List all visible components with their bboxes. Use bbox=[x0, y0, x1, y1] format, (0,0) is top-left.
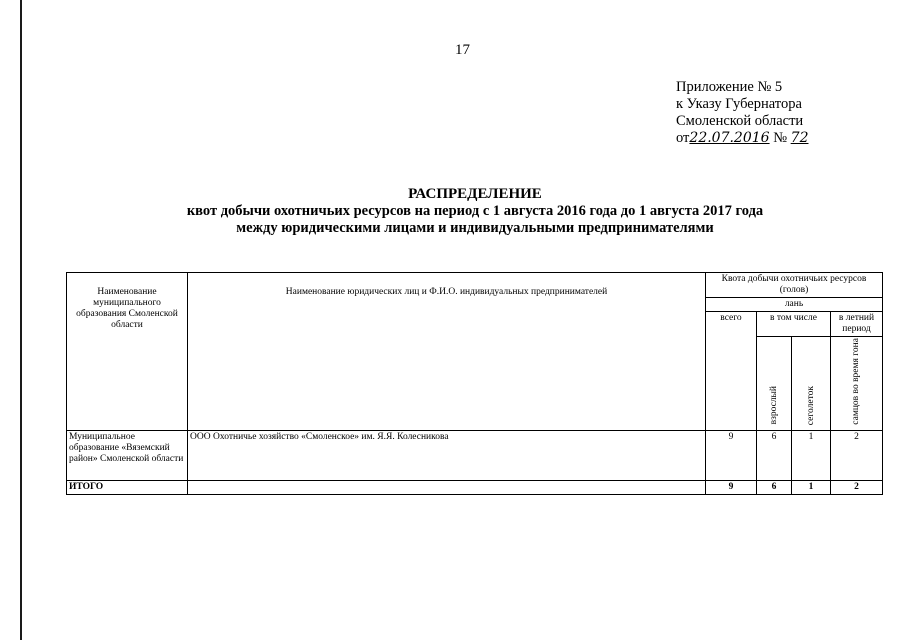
cell-entity: ООО Охотничье хозяйство «Смоленское» им. Я.Я. Колесникова bbox=[188, 430, 706, 480]
total-entity-empty bbox=[188, 480, 706, 494]
cell-municipality: Муниципальное образование «Вяземский район» Смоленской области bbox=[67, 430, 188, 480]
header-including: в том числе bbox=[757, 312, 831, 337]
handwritten-number: 72 bbox=[790, 130, 809, 146]
scan-edge-line bbox=[20, 0, 22, 640]
cell-summer: 2 bbox=[831, 430, 883, 480]
number-prefix: № bbox=[769, 130, 791, 146]
table-row bbox=[67, 430, 883, 480]
page-number: 17 bbox=[455, 42, 470, 58]
title-line-2: квот добычи охотничьих ресурсов на период с 1 августа 2016 года до 1 августа 2017 года bbox=[186, 203, 764, 219]
date-prefix: от bbox=[676, 130, 690, 146]
header-total: всего bbox=[706, 312, 757, 431]
total-row bbox=[67, 480, 883, 494]
header-summer: в летний период bbox=[831, 312, 883, 337]
total-label: ИТОГО bbox=[67, 480, 188, 494]
cell-yearling: 1 bbox=[792, 430, 831, 480]
appendix-line-3: Смоленской области bbox=[676, 113, 804, 129]
appendix-line-1: Приложение № 5 bbox=[676, 79, 783, 95]
header-municipality: Наименование муниципального образования Смоленской области bbox=[67, 273, 188, 431]
title-line-3: между юридическими лицами и индивидуальными предпринимателями bbox=[236, 220, 714, 236]
total-yearling: 1 bbox=[792, 480, 831, 494]
total-adult: 6 bbox=[757, 480, 792, 494]
title-line-1: РАСПРЕДЕЛЕНИЕ bbox=[408, 186, 542, 202]
quota-table bbox=[66, 272, 883, 495]
appendix-date-line bbox=[676, 130, 809, 147]
appendix-line-2: к Указу Губернатора bbox=[676, 96, 802, 112]
header-quota: Квота добычи охотничьих ресурсов (голов) bbox=[706, 273, 883, 298]
cell-total: 9 bbox=[706, 430, 757, 480]
total-summer: 2 bbox=[831, 480, 883, 494]
header-entities: Наименование юридических лиц и Ф.И.О. индивидуальных предпринимателей bbox=[188, 273, 706, 431]
appendix-block bbox=[676, 79, 809, 147]
header-adult: взрослый bbox=[768, 386, 779, 425]
handwritten-date: 22.07.2016 bbox=[689, 130, 770, 146]
header-species: лань bbox=[706, 298, 883, 312]
header-males-rut: самцов во время гона bbox=[851, 338, 861, 425]
header-yearling: сеголеток bbox=[805, 385, 816, 425]
document-title bbox=[70, 186, 880, 237]
total-total: 9 bbox=[706, 480, 757, 494]
cell-adult: 6 bbox=[757, 430, 792, 480]
